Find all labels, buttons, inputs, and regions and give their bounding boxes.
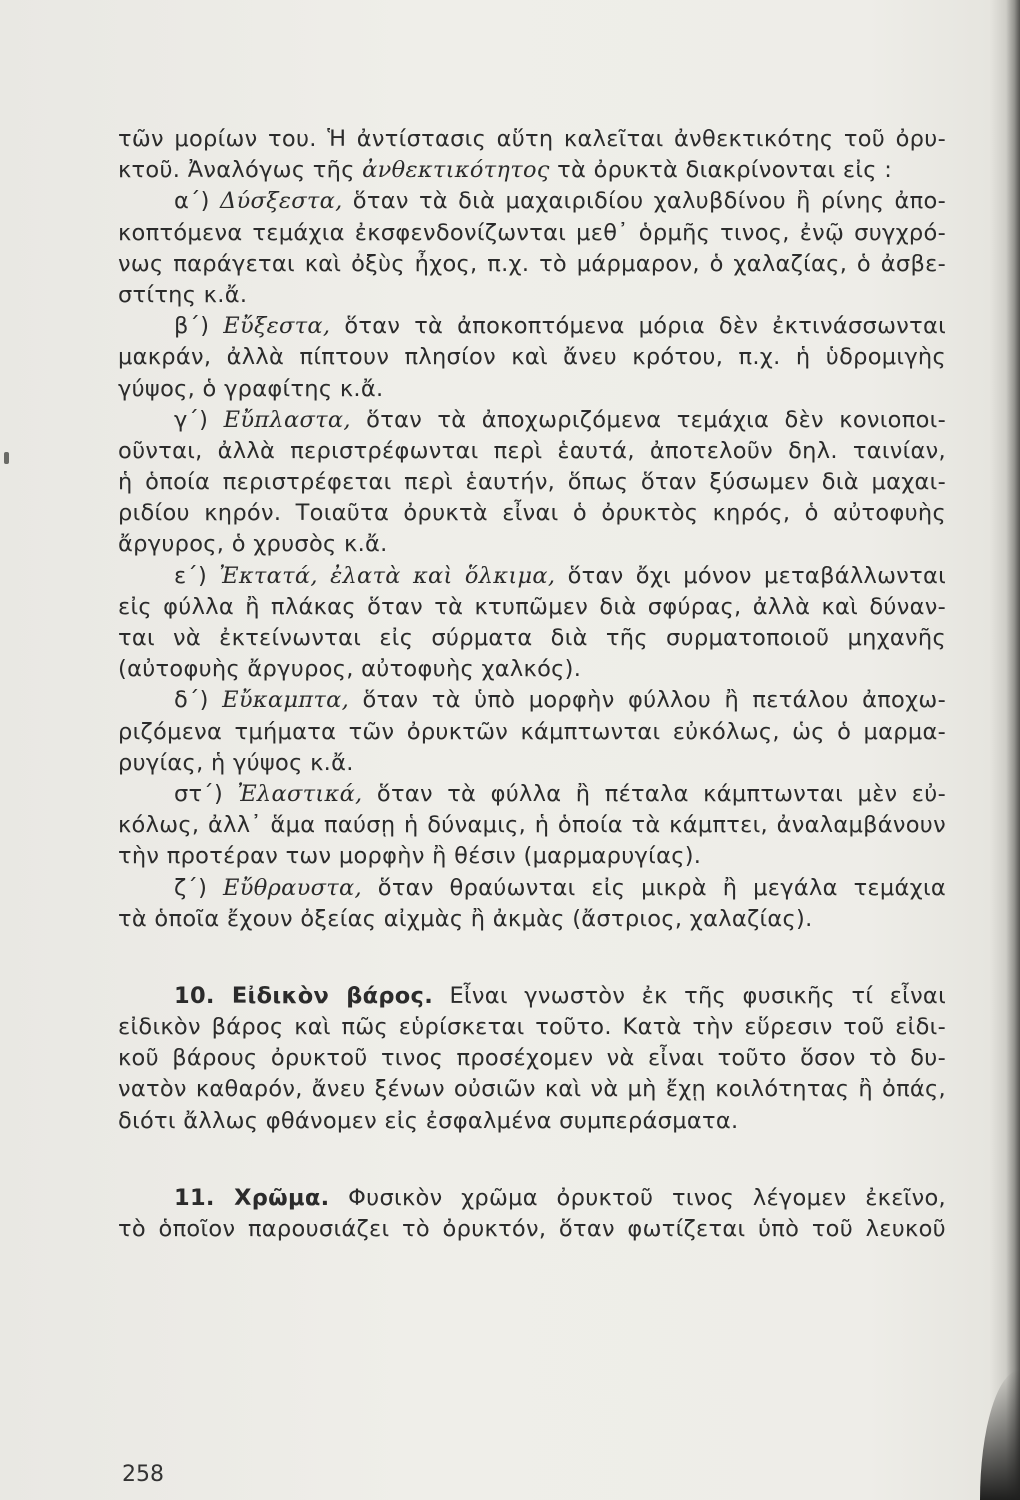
text-line — [118, 218, 946, 249]
text-run: νατὸν καθαρόν, ἄνευ ξένων οὐσιῶν καὶ νὰ μὴ ἔχῃ κοιλότητας ἢ ὀπάς, — [118, 1076, 946, 1103]
text-line — [118, 841, 946, 872]
text-line — [118, 1106, 946, 1137]
text-run: διότι ἄλλως φθάνομεν εἰς ἐσφαλμένα συμπεράσματα. — [118, 1107, 739, 1134]
text-run: ται νὰ ἐκτείνωνται εἰς σύρματα διὰ τῆς συρματοποιοῦ μηχανῆς — [118, 625, 946, 651]
text-run: ζ΄) — [174, 874, 224, 901]
text-run: τὰ ὀρυκτὰ διακρίνονται εἰς : — [549, 157, 893, 184]
text-run: ριδίου κηρόν. Τοιαῦτα ὀρυκτὰ εἶναι ὁ ὀρυκτὸς κηρός, ὁ αὐτοφυὴς — [118, 500, 946, 527]
italic-term: Ἐλαστικά, — [237, 780, 363, 807]
text-run: γύψος, ὁ γραφίτης κ.ἄ. — [118, 375, 384, 402]
text-line — [118, 498, 946, 529]
text-run: νως παράγεται καὶ ὀξὺς ἦχος, π.χ. τὸ μάρμαρον, ὁ χαλαζίας, ὁ ἀσβε- — [118, 250, 946, 277]
text-run: στ΄) — [174, 780, 238, 807]
text-run: (αὐτοφυὴς ἄργυρος, αὐτοφυὴς χαλκός). — [118, 656, 582, 683]
text-line — [118, 592, 946, 623]
text-run: Εἶναι γνωστὸν ἐκ τῆς φυσικῆς τί εἶναι — [433, 982, 946, 1009]
text-line — [118, 155, 946, 186]
text-line — [118, 405, 946, 436]
text-line — [118, 685, 946, 716]
text-line — [118, 124, 946, 155]
section-heading: 11. Χρῶμα. — [174, 1184, 330, 1211]
text-line — [118, 654, 946, 685]
text-run: τὸ ὁποῖον παρουσιάζει τὸ ὀρυκτόν, ὅταν φωτίζεται ὑπὸ τοῦ λευκοῦ — [118, 1216, 946, 1242]
text-run: Φυσικὸν χρῶμα ὀρυκτοῦ τινος λέγομεν ἐκεῖνο, — [329, 1184, 946, 1211]
text-line — [118, 748, 946, 779]
text-line — [118, 873, 946, 904]
text-run: τὰ ὁποῖα ἔχουν ὀξείας αἰχμὰς ἢ ἀκμὰς (ἄστριος, χαλαζίας). — [118, 905, 813, 932]
text-line — [118, 186, 946, 217]
text-run: στίτης κ.ἄ. — [118, 281, 248, 308]
text-run: τῶν μορίων του. Ἡ ἀντίστασις αὕτη καλεῖται ἀνθεκτικότης τοῦ ὀρυ- — [118, 126, 946, 152]
text-line — [118, 342, 946, 373]
text-run: ὅταν θραύωνται εἰς μικρὰ ἢ μεγάλα τεμάχια — [361, 874, 946, 901]
page-edge-shadow — [1006, 0, 1020, 1500]
text-line — [118, 1074, 946, 1105]
page-body-text — [118, 124, 946, 1245]
text-line — [118, 436, 946, 467]
text-line — [118, 1012, 946, 1043]
text-run: ε΄) — [174, 562, 220, 589]
text-run: εἰδικὸν βάρος καὶ πῶς εὑρίσκεται τοῦτο. Κατὰ τὴν εὕρεσιν τοῦ εἰδι- — [118, 1014, 946, 1041]
text-run: ὅταν τὰ ἀποχωριζόμενα τεμάχια δὲν κονιοποι- — [350, 406, 946, 433]
italic-term: Εὔκαμπτα, — [222, 687, 350, 714]
text-line — [118, 529, 946, 560]
text-line — [118, 623, 946, 654]
text-run: ρυγίας, ἡ γύψος κ.ἄ. — [118, 749, 354, 776]
margin-mark — [4, 452, 9, 464]
text-run: ὅταν ὄχι μόνον μεταβάλλωνται — [555, 562, 946, 589]
text-line — [118, 249, 946, 280]
text-run: ὅταν τὰ ἀποκοπτόμενα μόρια δὲν ἐκτινάσσωνται — [330, 313, 946, 340]
text-line — [118, 981, 946, 1012]
section-gap — [118, 1137, 946, 1183]
text-line — [118, 1214, 946, 1245]
text-line — [118, 561, 946, 592]
italic-term: Ἐκτατά, ἐλατὰ καὶ ὅλκιμα, — [219, 562, 556, 589]
text-line — [118, 810, 946, 841]
text-line — [118, 904, 946, 935]
text-run: β΄) — [174, 313, 224, 340]
page-corner-shadow — [980, 1370, 1020, 1500]
text-line — [118, 280, 946, 311]
text-run: ὅταν τὰ ὑπὸ μορφὴν φύλλου ἢ πετάλου ἀποχω- — [349, 687, 946, 714]
text-line — [118, 779, 946, 810]
text-run: α΄) — [174, 188, 220, 215]
text-run: ὅταν τὰ φύλλα ἢ πέταλα κάμπτωνται μὲν εὐ- — [362, 780, 946, 807]
text-run: τὴν προτέραν των μορφὴν ἢ θέσιν (μαρμαρυγίας). — [118, 843, 702, 870]
text-run: εἰς φύλλα ἢ πλάκας ὅταν τὰ κτυπῶμεν διὰ σφύρας, ἀλλὰ καὶ δύναν- — [118, 593, 946, 620]
text-line — [118, 467, 946, 498]
text-line — [118, 311, 946, 342]
text-line — [118, 717, 946, 748]
text-line — [118, 1183, 946, 1214]
page-number: 258 — [122, 1462, 164, 1487]
text-line — [118, 374, 946, 405]
text-run: κτοῦ. Ἀναλόγως τῆς — [118, 157, 363, 184]
text-run: οῦνται, ἀλλὰ περιστρέφωνται περὶ ἑαυτά, ἀποτελοῦν δηλ. ταινίαν, — [118, 437, 946, 464]
text-line — [118, 1043, 946, 1074]
italic-term: ἀνθεκτικότητος — [362, 157, 550, 184]
text-run: κοῦ βάρους ὀρυκτοῦ τινος προσέχομεν νὰ εἶναι τοῦτο ὅσον τὸ δυ- — [118, 1045, 946, 1072]
italic-term: Εὔθραυστα, — [223, 874, 362, 901]
text-run: ἡ ὁποία περιστρέφεται περὶ ἑαυτήν, ὅπως ὅταν ξύσωμεν διὰ μαχαι- — [118, 469, 946, 496]
section-gap — [118, 935, 946, 981]
italic-term: Δύσξεστα, — [219, 188, 343, 215]
text-run: κόλως, ἀλλ᾽ ἅμα παύσῃ ἡ δύναμις, ἡ ὁποία τὰ κάμπτει, ἀναλαμβάνουν — [118, 812, 946, 839]
italic-term: Εὔπλαστα, — [223, 406, 351, 433]
text-run: ἄργυρος, ὁ χρυσὸς κ.ἄ. — [118, 531, 388, 558]
text-run: ριζόμενα τμήματα τῶν ὀρυκτῶν κάμπτωνται εὐκόλως, ὡς ὁ μαρμα- — [118, 718, 946, 745]
text-run: γ΄) — [174, 406, 224, 433]
section-heading: 10. Εἰδικὸν βάρος. — [174, 982, 434, 1009]
text-run: κοπτόμενα τεμάχια ἐκσφενδονίζωνται μεθ᾽ ὁρμῆς τινος, ἐνῷ συγχρό- — [118, 219, 946, 246]
italic-term: Εὔξεστα, — [223, 313, 331, 340]
text-run: ὅταν τὰ διὰ μαχαιριδίου χαλυβδίνου ἢ ρίνης ἀπο- — [342, 188, 946, 215]
text-run: μακράν, ἀλλὰ πίπτουν πλησίον καὶ ἄνευ κρότου, π.χ. ἡ ὑδρομιγὴς — [118, 344, 946, 371]
text-run: δ΄) — [174, 687, 223, 714]
